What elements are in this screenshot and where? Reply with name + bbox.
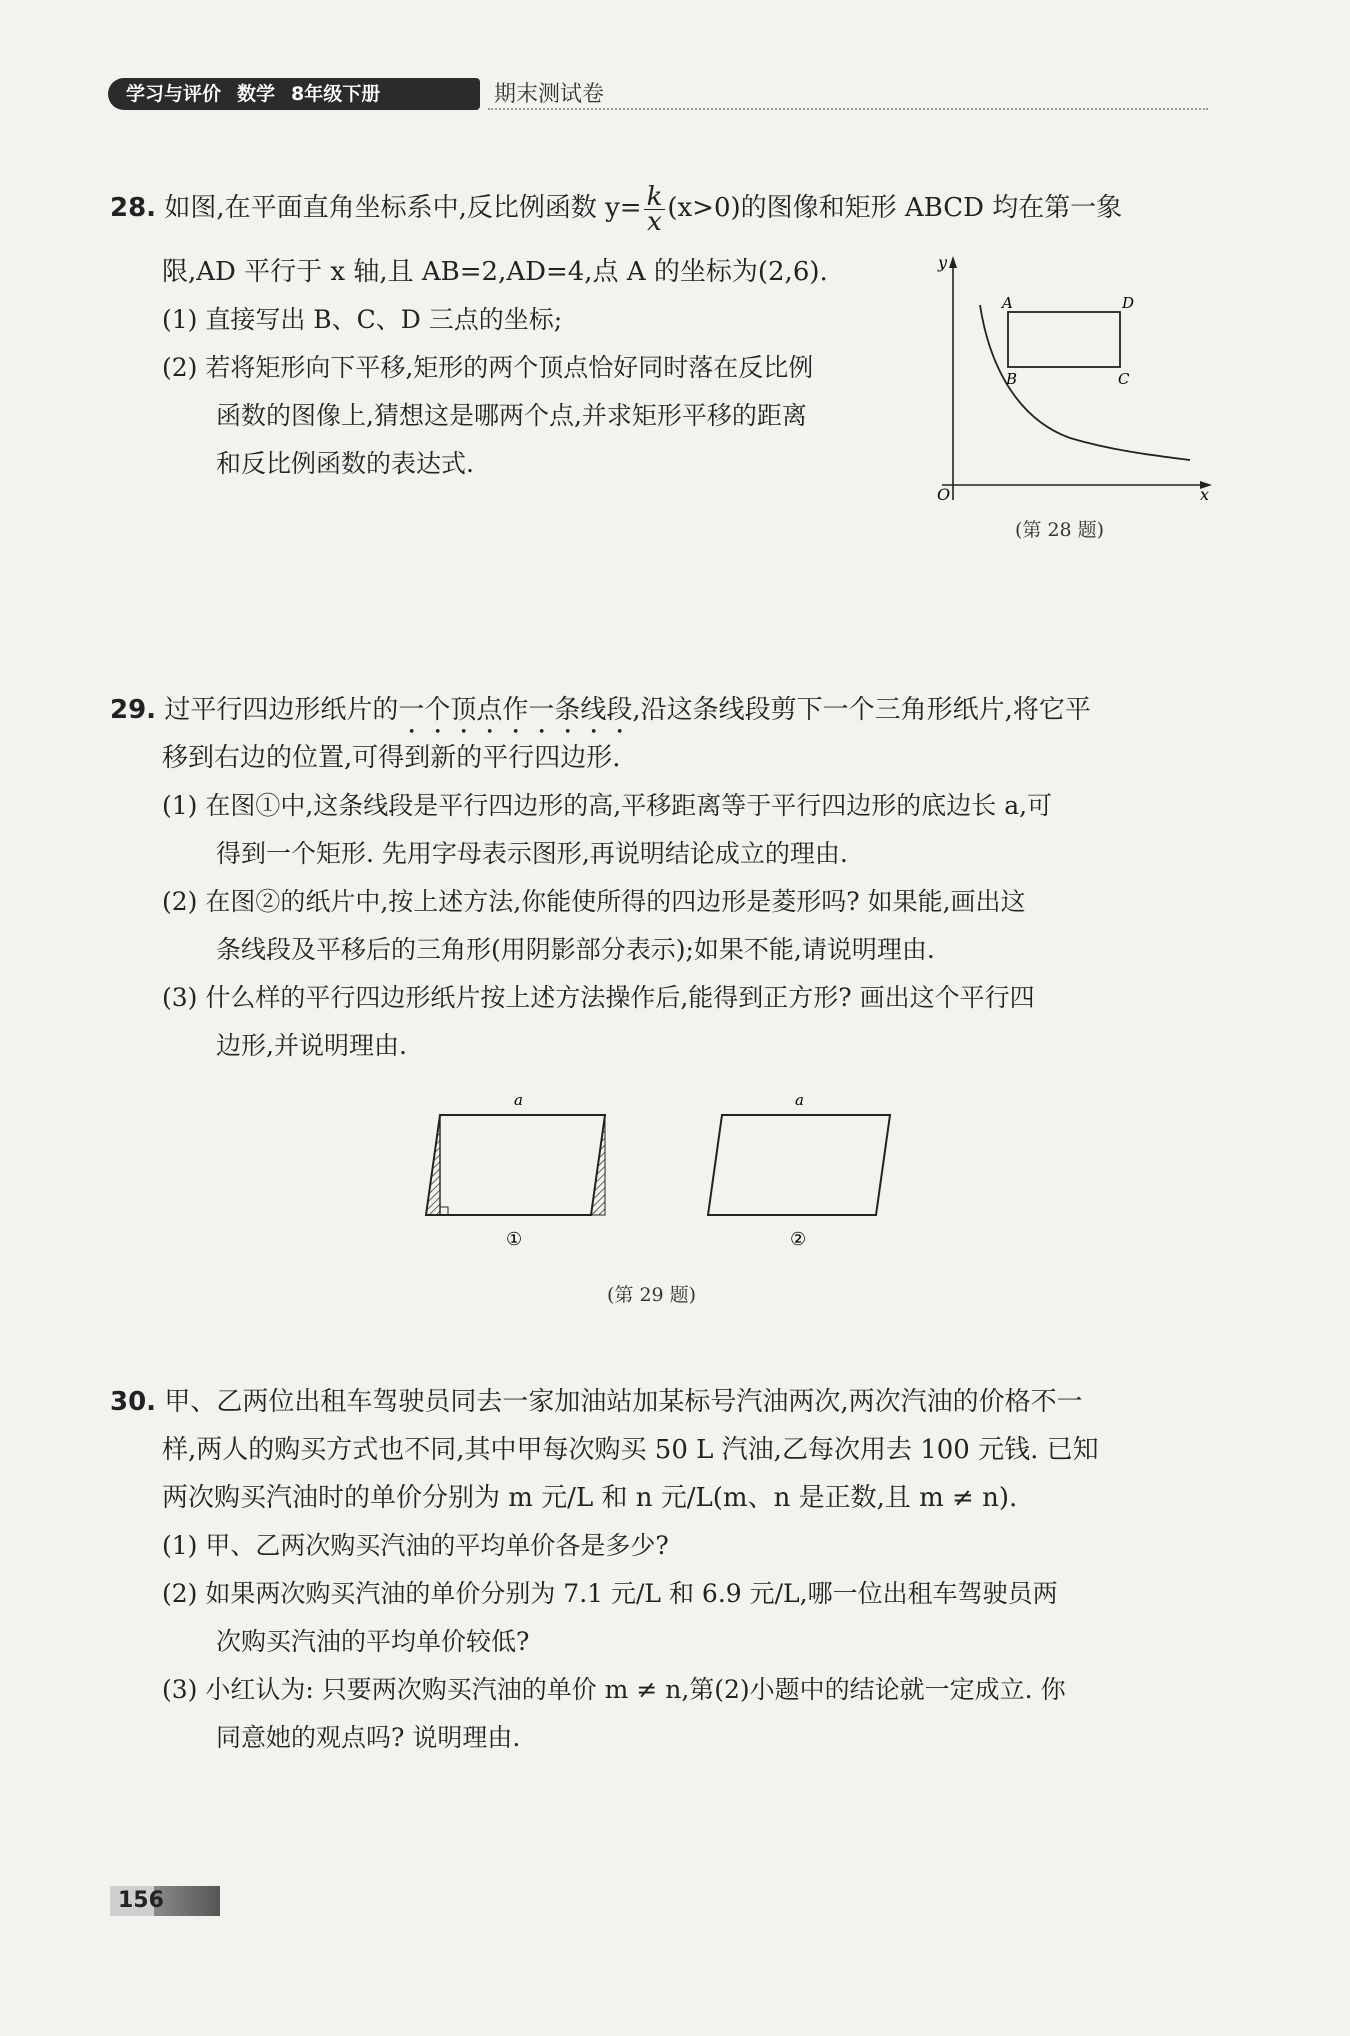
q30-line2: 样,两人的购买方式也不同,其中甲每次购买 50 L 汽油,乙每次用去 100 元钱. 已知: [162, 1435, 1099, 1465]
page-number-block: [110, 1886, 220, 1916]
q30-text-1: 甲、乙两位出租车驾驶员同去一家加油站加某标号汽油两次,两次汽油的价格不一: [164, 1387, 1083, 1417]
header-rule: [488, 108, 1208, 110]
header-book: 学习与评价: [126, 83, 222, 105]
q30-sub1: (1) 甲、乙两次购买汽油的平均单价各是多少?: [162, 1531, 669, 1560]
q28-line1: [110, 181, 1123, 237]
header-section: 期末测试卷: [494, 82, 605, 107]
q29-line1: [110, 686, 1091, 740]
figure-1: [426, 1091, 605, 1250]
point-c-label: C: [1118, 370, 1130, 388]
q28-caption: (第 28 题): [1015, 519, 1105, 541]
q30-sub2-l1: (2) 如果两次购买汽油的单价分别为 7.1 元/L 和 6.9 元/L,哪一位出租车驾驶员两: [162, 1579, 1058, 1608]
page-number: 156: [118, 1888, 164, 1913]
q29-caption: (第 29 题): [607, 1284, 697, 1306]
q28-sub2-l2: 函数的图像上,猜想这是哪两个点,并求矩形平移的距离: [216, 401, 807, 430]
q28-figure: [920, 250, 1220, 510]
q29-text-a: 过平行四边形纸片的: [164, 695, 399, 725]
q30-line3: 两次购买汽油时的单价分别为 m 元/L 和 n 元/L(m、n 是正数,且 m ≠ n).: [162, 1483, 1018, 1513]
fig2-parallelogram: [708, 1115, 890, 1215]
q28-frac-den: x: [647, 206, 662, 237]
q28-number: 28.: [110, 193, 157, 223]
q28-sub2-l1: (2) 若将矩形向下平移,矩形的两个顶点恰好同时落在反比例: [162, 353, 814, 382]
x-axis-label: x: [1200, 485, 1210, 504]
q28-sub1: (1) 直接写出 B、C、D 三点的坐标;: [162, 305, 563, 334]
q29-number: 29.: [110, 695, 157, 725]
q29-sub1-l2: 得到一个矩形. 先用字母表示图形,再说明结论成立的理由.: [216, 839, 848, 868]
fig2-number: ②: [790, 1229, 807, 1250]
q29-sub3-l2: 边形,并说明理由.: [216, 1031, 407, 1060]
y-axis-label: y: [938, 253, 948, 272]
q30-sub3-l2: 同意她的观点吗? 说明理由.: [216, 1723, 521, 1752]
fig1-number: ①: [506, 1229, 523, 1250]
origin-label: O: [937, 485, 951, 504]
figure-2: [708, 1091, 890, 1250]
fig1-right-angle: [440, 1207, 448, 1215]
q28-frac-num: k: [644, 185, 666, 210]
q30-line1: [110, 1378, 1083, 1426]
header-subject: 数学: [237, 83, 276, 105]
fig1-parallelogram: [426, 1115, 605, 1215]
q29-line2: 移到右边的位置,可得到新的平行四边形.: [162, 743, 621, 773]
q29-sub2-l1: (2) 在图②的纸片中,按上述方法,你能使所得的四边形是菱形吗? 如果能,画出这: [162, 887, 1026, 916]
fig2-label-a: a: [795, 1091, 804, 1109]
q29-figures: [410, 1085, 910, 1250]
q29-emphasis: 一个顶点作一条线段: [398, 695, 633, 725]
q29-sub1-l1: (1) 在图①中,这条线段是平行四边形的高,平移距离等于平行四边形的底边长 a,可: [162, 791, 1053, 820]
q28-text-a: 如图,在平面直角坐标系中,反比例函数 y=: [164, 193, 642, 223]
q30-number: 30.: [110, 1387, 157, 1417]
q28-fraction: [644, 181, 666, 237]
q28-text-b: (x>0)的图像和矩形 ABCD 均在第一象: [667, 193, 1123, 223]
q29-sub2-l2: 条线段及平移后的三角形(用阴影部分表示);如果不能,请说明理由.: [216, 935, 935, 964]
q29-text-b: ,沿这条线段剪下一个三角形纸片,将它平: [632, 695, 1091, 725]
q29-sub3-l1: (3) 什么样的平行四边形纸片按上述方法操作后,能得到正方形? 画出这个平行四: [162, 983, 1035, 1012]
q28-sub2-l3: 和反比例函数的表达式.: [216, 449, 474, 478]
q30-sub3-l1: (3) 小红认为: 只要两次购买汽油的单价 m ≠ n,第(2)小题中的结论就一定成立. 你: [162, 1675, 1066, 1704]
y-axis-arrow: [949, 256, 957, 268]
header-tab: [108, 78, 480, 110]
point-b-label: B: [1006, 370, 1018, 388]
point-d-label: D: [1122, 294, 1135, 312]
rectangle-abcd: [1008, 312, 1120, 367]
q28-line2: 限,AD 平行于 x 轴,且 AB=2,AD=4,点 A 的坐标为(2,6).: [162, 257, 828, 287]
q30-sub2-l2: 次购买汽油的平均单价较低?: [216, 1627, 530, 1656]
fig1-label-a: a: [514, 1091, 523, 1109]
header-grade: 8年级下册: [291, 83, 381, 105]
point-a-label: A: [1002, 294, 1013, 312]
